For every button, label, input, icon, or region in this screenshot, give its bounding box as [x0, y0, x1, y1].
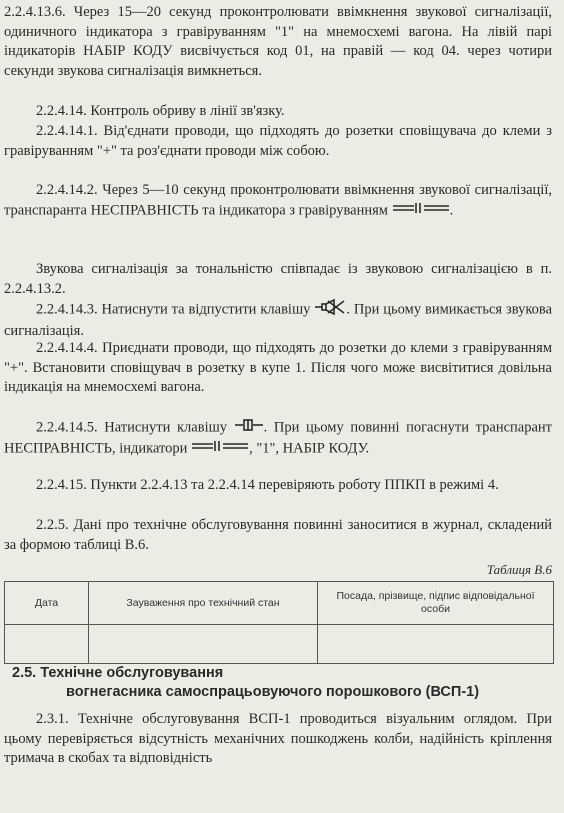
paragraph-sound-note: Звукова сигналізація за тональністю співпадає із звуковою сигналізацією в п. 2.2.4.13.2. [4, 261, 552, 297]
key-reset-icon [234, 418, 264, 439]
section-heading [12, 664, 552, 702]
table-caption: Таблиця В.6 [486, 562, 552, 577]
paragraph-2-3-1: 2.3.1. Технічне обслуговування ВСП-1 проводиться візуальним оглядом. При цьому перевіряється відсутність механічних пошкоджень колби, надійність кріплення тримача в скобах та відповідність [4, 711, 552, 767]
table-header-date: Дата [5, 582, 89, 625]
paragraph-2-2-4-14: 2.2.4.14. Контроль обриву в лінії зв'язку. [36, 103, 285, 119]
table-header-notes: Зауваження про технічний стан [89, 582, 318, 625]
paragraph-2-2-4-14-4: 2.2.4.14.4. Приєднати проводи, що підходять до розетки до клеми з гравіруванням "+". Встановити сповіщувач в розетку в купе 1. Після чого може висвітитися довільна індикація на мнемосхемі вагона. [4, 340, 552, 396]
paragraph-2-2-5: 2.2.5. Дані про технічне обслуговування повинні заноситися в журнал, складений за формою таблиці В.6. [4, 517, 552, 553]
maintenance-journal-table [4, 581, 554, 664]
table-cell [5, 625, 89, 664]
paragraph-2-2-4-14-2: 2.2.4.14.2. Через 5—10 секунд проконтролювати ввімкнення звукової сигналізації, транспаранта НЕСПРАВНІСТЬ та індикатора з гравіруванням . [4, 181, 552, 221]
section-heading-line2: вогнегасника самоспрацьовуючого порошкового (ВСП-1) [66, 684, 480, 700]
speaker-cross-icon [314, 299, 346, 322]
paragraph-2-2-4-14-5: 2.2.4.14.5. Натиснути клавішу . При цьому повинні погаснути транспарант НЕСПРАВНІСТЬ, індикатори , "1", НАБІР КОДУ. [4, 418, 552, 459]
line-break-symbol-icon [392, 201, 450, 222]
table-cell [89, 625, 318, 664]
section-heading-line1: 2.5. Технічне обслуговування [12, 665, 224, 681]
paragraph-2-2-4-13-6: 2.2.4.13.6. Через 15—20 секунд проконтролювати ввімкнення звукової сигналізації, одиничного індикатора з гравіруванням "1" на мнемосхемі вагона. На лівій парі індикаторів НАБІР КОДУ висвічується код 01, на правій — код 04. через чотири секунди звукова сигналізація вимкнеться. [4, 4, 552, 79]
table-row [5, 625, 554, 664]
paragraph-2-2-4-14-3: 2.2.4.14.3. Натиснути та відпустити клавішу . При цьому вимикається звукова сигналізація. [4, 299, 552, 341]
line-break-symbol-icon [191, 439, 249, 460]
paragraph-2-2-4-15: 2.2.4.15. Пункти 2.2.4.13 та 2.2.4.14 перевіряють роботу ППКП в режимі 4. [36, 477, 499, 493]
table-header-signature: Посада, прізвище, підпис відповідальної особи [318, 582, 554, 625]
paragraph-2-2-4-14-1: 2.2.4.14.1. Від'єднати проводи, що підходять до розетки сповіщувача до клеми з гравіруванням "+" та роз'єднати проводи між собою. [4, 123, 552, 159]
table-cell [318, 625, 554, 664]
